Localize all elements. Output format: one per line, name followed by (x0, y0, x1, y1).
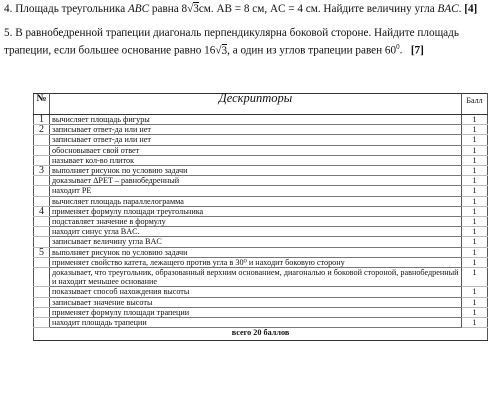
q5-line-1: 5. В равнобедренной трапеции диагональ перпендикулярна боковой стороне. Найдите площадь (4, 27, 459, 39)
cell-score: 1 (462, 237, 488, 247)
q5-mark: [7] (410, 44, 424, 57)
cell-number (34, 257, 50, 267)
table-row (34, 176, 488, 186)
cell-descriptor: подставляет значение в формулу (50, 217, 462, 227)
cell-descriptor: записывает ответ-да или нет (50, 125, 462, 135)
cell-number (34, 318, 50, 328)
q4-text-end: . (458, 3, 462, 15)
header-score: Балл (462, 94, 488, 115)
cell-number (34, 196, 50, 206)
table-row (34, 186, 488, 196)
cell-number (34, 237, 50, 247)
cell-score: 1 (462, 206, 488, 216)
cell-score: 1 (462, 318, 488, 328)
table-row (34, 257, 488, 267)
cell-descriptor: записывает величину угла BAC (50, 237, 462, 247)
total-row (34, 328, 488, 341)
table-row (34, 247, 488, 257)
header-number: № (34, 94, 50, 115)
q4-mark: [4] (464, 3, 478, 15)
q4-triangle-name: ABC (127, 3, 150, 15)
cell-descriptor: записывает значение высоты (50, 297, 462, 307)
table-row (34, 135, 488, 145)
cell-number (34, 145, 50, 155)
question-5 (4, 26, 459, 58)
cell-descriptor: выполняет рисунок по условию задачи (50, 247, 462, 257)
descriptor-table (33, 93, 488, 341)
table-row (34, 125, 488, 135)
q5-line-2-end: . (399, 44, 403, 57)
total-label: всего 20 баллов (34, 328, 488, 341)
cell-score: 1 (462, 217, 488, 227)
table-row (34, 307, 488, 317)
cell-score: 1 (462, 227, 488, 237)
table-row (34, 206, 488, 216)
table-row (34, 115, 488, 125)
cell-descriptor: находит синус угла BAC. (50, 227, 462, 237)
cell-descriptor: находит PE (50, 186, 462, 196)
q4-root-value: 3 (193, 3, 199, 15)
cell-number (34, 307, 50, 317)
cell-descriptor: показывает способ нахождения высоты (50, 287, 462, 297)
cell-score: 1 (462, 307, 488, 317)
table-row (34, 166, 488, 176)
cell-number (34, 287, 50, 297)
cell-number (34, 186, 50, 196)
table-row (34, 145, 488, 155)
cell-descriptor: называет кол-во плиток (50, 155, 462, 165)
cell-score: 1 (462, 166, 488, 176)
table-row (34, 217, 488, 227)
cell-descriptor: обосновывает свой ответ (50, 145, 462, 155)
question-4 (4, 2, 477, 16)
cell-number (34, 217, 50, 227)
table-row (34, 297, 488, 307)
q4-text-middle: см. AB = 8 см, AC = 4 см. Найдите величину угла (198, 3, 438, 15)
cell-score: 1 (462, 257, 488, 267)
cell-score: 1 (462, 247, 488, 257)
cell-descriptor: находит площадь трапеции (50, 318, 462, 328)
cell-score: 1 (462, 287, 488, 297)
cell-score: 1 (462, 297, 488, 307)
table-header-row (34, 94, 488, 115)
cell-number (34, 297, 50, 307)
sqrt-symbol: √ (215, 44, 222, 57)
q5-degree: 0 (396, 43, 400, 51)
cell-descriptor: вычисляет площадь параллелограмма (50, 196, 462, 206)
cell-number: 1 (34, 115, 50, 125)
cell-number (34, 135, 50, 145)
cell-score: 1 (462, 186, 488, 196)
cell-descriptor: выполняет рисунок по условию задачи (50, 166, 462, 176)
cell-number: 3 (34, 166, 50, 176)
cell-descriptor: применяет формулу площади трапеции (50, 307, 462, 317)
cell-descriptor: применяет формулу площади треугольника (50, 206, 462, 216)
cell-number (34, 155, 50, 165)
cell-score: 1 (462, 125, 488, 135)
header-descriptors: Дескрипторы (50, 94, 462, 115)
cell-number: 4 (34, 206, 50, 216)
table-row (34, 268, 488, 287)
table-row (34, 318, 488, 328)
q5-line-2-start: трапеции, если большее основание равно 16 (4, 44, 216, 57)
table-body (34, 115, 488, 328)
q5-line-2 (4, 40, 459, 58)
cell-score: 1 (462, 155, 488, 165)
q4-area-prefix: равна 8 (149, 3, 188, 15)
table-row (34, 155, 488, 165)
table-row (34, 287, 488, 297)
cell-descriptor: записывает ответ-да или нет (50, 135, 462, 145)
cell-number: 2 (34, 125, 50, 135)
sqrt-symbol: √ (187, 3, 194, 15)
cell-number: 5 (34, 247, 50, 257)
cell-score: 1 (462, 115, 488, 125)
table-row (34, 237, 488, 247)
table-row (34, 227, 488, 237)
cell-descriptor: применяет свойство катета, лежащего против угла в 30⁰ и находит боковую сторону (50, 257, 462, 267)
q4-angle-name: BAC (437, 3, 459, 15)
cell-score: 1 (462, 176, 488, 186)
cell-score: 1 (462, 268, 488, 287)
cell-number (34, 268, 50, 287)
table-row (34, 196, 488, 206)
cell-score: 1 (462, 196, 488, 206)
q4-text-start: 4. Площадь треугольника (4, 3, 128, 15)
cell-number (34, 176, 50, 186)
cell-number (34, 227, 50, 237)
cell-descriptor: доказывает, что треугольник, образованный верхним основанием, диагональю и боковой стороной, равнобедренный и находит меньшее основание (50, 268, 462, 287)
cell-score: 1 (462, 145, 488, 155)
cell-score: 1 (462, 135, 488, 145)
q5-root-value: 3 (221, 44, 228, 57)
cell-descriptor: вычисляет площадь фигуры (50, 115, 462, 125)
q5-line-2-middle: , а один из углов трапеции равен 60 (227, 44, 397, 57)
cell-descriptor: доказывает ΔPET – равнобедренный (50, 176, 462, 186)
